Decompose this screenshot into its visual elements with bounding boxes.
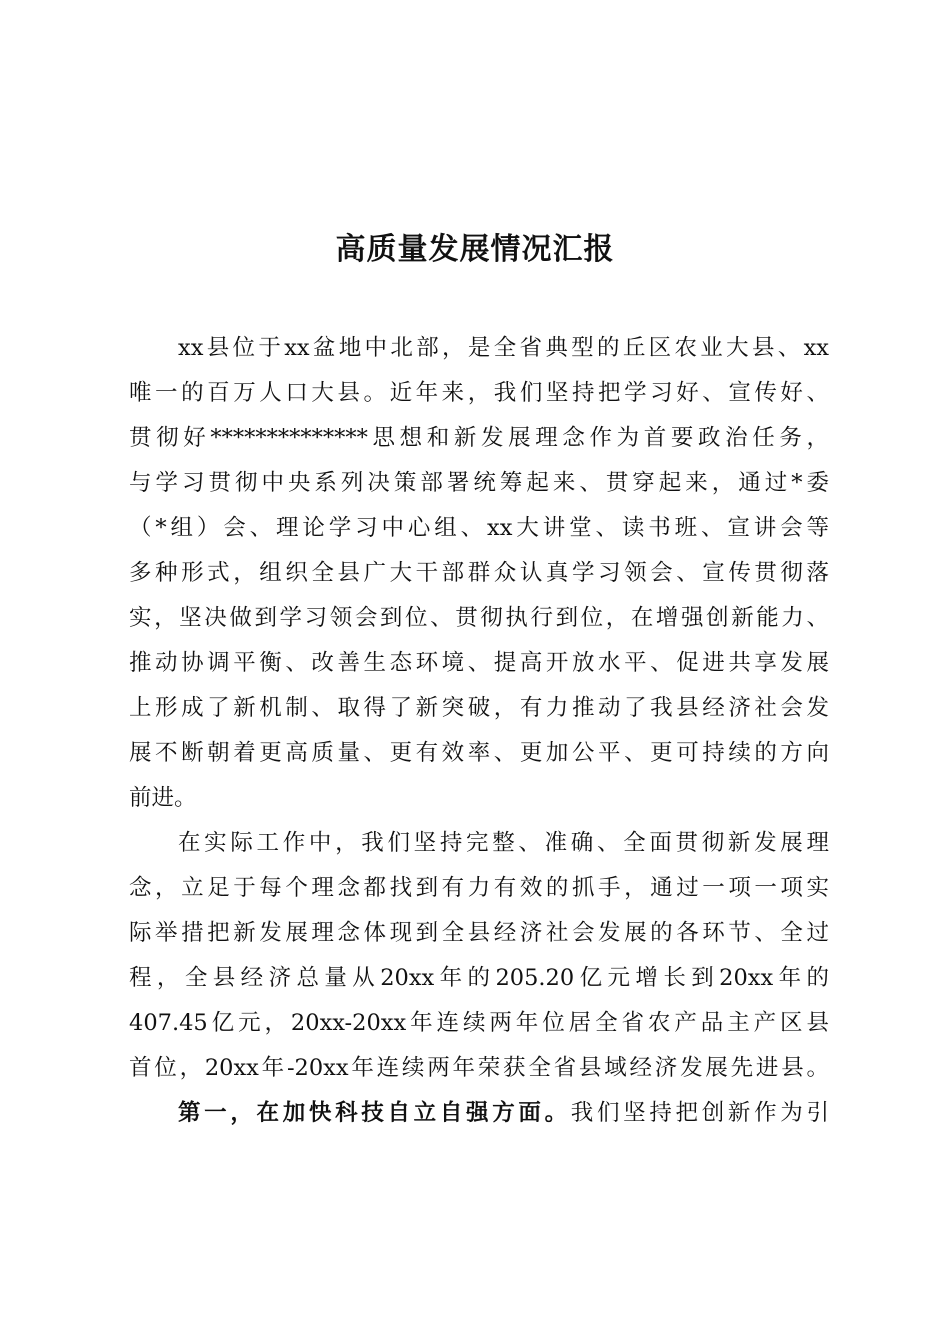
paragraph-1-line: 多种形式，组织全县广大干部群众认真学习领会、宣传贯彻落 (129, 560, 829, 586)
paragraph-1-line: xx县位于xx盆地中北部，是全省典型的丘区农业大县、xx (178, 335, 829, 361)
paragraph-1-line: （*组）会、理论学习中心组、xx大讲堂、读书班、宣讲会等 (129, 515, 829, 541)
paragraph-1-line: 贯彻好**************思想和新发展理念作为首要政治任务， (129, 425, 829, 451)
paragraph-1-line: 推动协调平衡、改善生态环境、提高开放水平、促进共享发展 (129, 650, 829, 676)
section-heading: 第一，在加快科技自立自强方面。 (178, 1100, 571, 1126)
paragraph-2-line: 407.45亿元，20xx-20xx年连续两年位居全省农产品主产区县 (129, 1010, 829, 1036)
paragraph-2-line: 程，全县经济总量从20xx年的205.20亿元增长到20xx年的 (129, 965, 829, 991)
paragraph-1-line: 实，坚决做到学习领会到位、贯彻执行到位，在增强创新能力、 (129, 605, 829, 631)
document-title: 高质量发展情况汇报 (335, 232, 615, 267)
paragraph-1-line: 上形成了新机制、取得了新突破，有力推动了我县经济社会发 (129, 695, 829, 721)
paragraph-2-line: 首位，20xx年-20xx年连续两年荣获全省县域经济发展先进县。 (129, 1055, 829, 1081)
paragraph-1-line: 前进。 (129, 785, 197, 811)
paragraph-2-line: 在实际工作中，我们坚持完整、准确、全面贯彻新发展理 (178, 830, 829, 856)
paragraph-2-line: 念，立足于每个理念都找到有力有效的抓手，通过一项一项实 (129, 875, 829, 901)
paragraph-3-line (129, 1091, 829, 1136)
section-text: 我们坚持把创新作为引 (570, 1100, 829, 1126)
paragraph-1-line: 展不断朝着更高质量、更有效率、更加公平、更可持续的方向 (129, 740, 829, 766)
paragraph-2-line: 际举措把新发展理念体现到全县经济社会发展的各环节、全过 (129, 920, 829, 946)
document-body (129, 326, 829, 1136)
paragraph-1-line: 与学习贯彻中央系列决策部署统筹起来、贯穿起来，通过*委 (129, 470, 829, 496)
paragraph-1-line: 唯一的百万人口大县。近年来，我们坚持把学习好、宣传好、 (129, 380, 829, 406)
